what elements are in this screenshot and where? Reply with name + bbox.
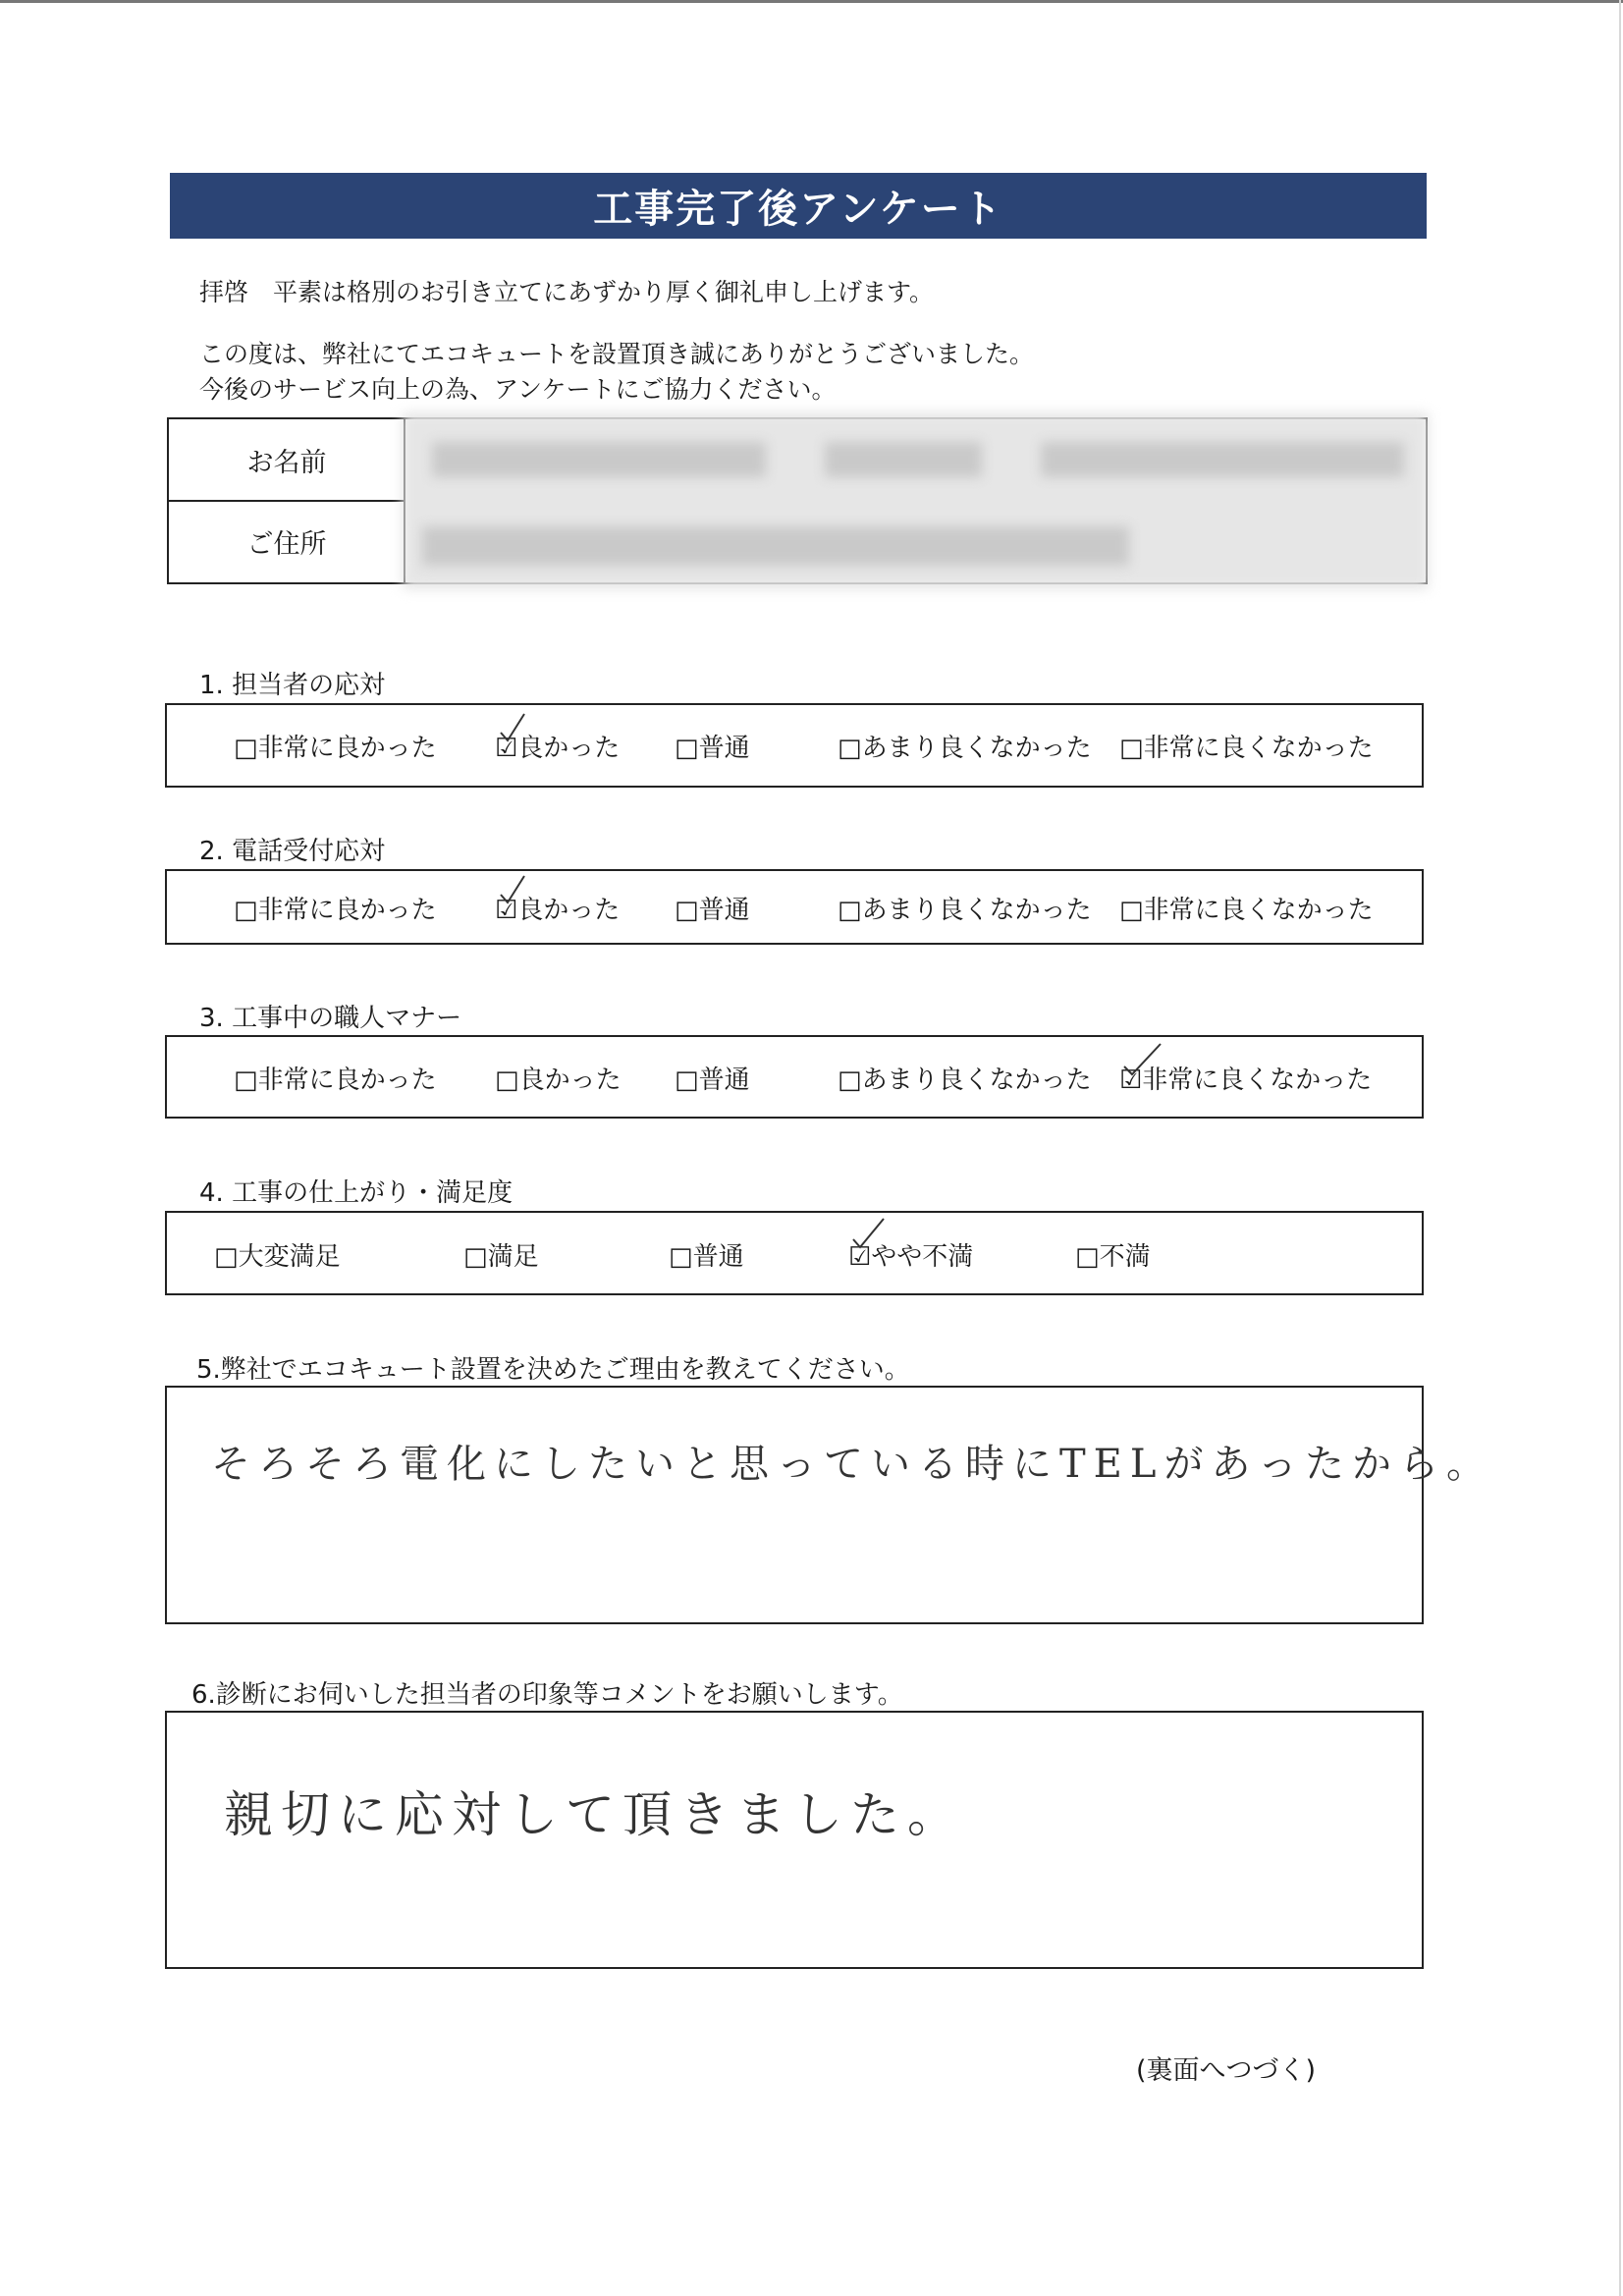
question-6-handwritten-answer: 親切に応対して頂きました。 (224, 1786, 964, 1843)
redacted-phone (1041, 442, 1404, 477)
name-label: お名前 (246, 448, 327, 478)
q1-option-2[interactable]: ☑良かった (495, 734, 621, 763)
q1-check-mark-icon (498, 711, 527, 744)
q4-check-mark-icon (850, 1216, 888, 1253)
q3-option-5[interactable]: ☑非常に良くなかった (1119, 1066, 1373, 1095)
intro-request: 今後のサービス向上の為、アンケートにご協力ください。 (199, 375, 837, 404)
q2-option-2[interactable]: ☑良かった (495, 896, 621, 925)
question-4-title: 4. 工事の仕上がり・満足度 (199, 1178, 514, 1208)
q4-option-1[interactable]: □大変満足 (214, 1242, 341, 1272)
question-2-title: 2. 電話受付応対 (199, 837, 386, 866)
q3-check-mark-icon (1121, 1041, 1163, 1078)
q2-option-4[interactable]: □あまり良くなかった (838, 896, 1092, 925)
q1-option-3[interactable]: □普通 (675, 734, 750, 763)
q2-option-1[interactable]: □非常に良かった (234, 896, 437, 925)
q1-option-5[interactable]: □非常に良くなかった (1119, 734, 1374, 763)
intro-greeting: 拝啓 平素は格別のお引き立てにあずかり厚く御礼申し上げます。 (199, 278, 935, 306)
q4-option-5[interactable]: □不満 (1075, 1242, 1151, 1272)
redacted-address (422, 526, 1129, 566)
question-5-handwritten-answer: そろそろ電化にしたいと思っている時にTELがあったから。 (211, 1442, 1494, 1487)
survey-title-banner: 工事完了後アンケート (170, 173, 1427, 239)
question-3-title: 3. 工事中の職人マナー (199, 1004, 462, 1033)
question-6-title: 6.診断にお伺いした担当者の印象等コメントをお願いします。 (191, 1680, 903, 1710)
question-5-title: 5.弊社でエコキュート設置を決めたご理由を教えてください。 (196, 1355, 910, 1385)
q2-option-5[interactable]: □非常に良くなかった (1119, 896, 1374, 925)
scan-edge-top (0, 0, 1623, 3)
intro-thanks: この度は、弊社にてエコキュートを設置頂き誠にありがとうございました。 (199, 340, 1035, 368)
redacted-name-extra (825, 442, 982, 477)
q3-option-2[interactable]: □良かった (495, 1066, 622, 1095)
q2-check-mark-icon (498, 873, 527, 906)
redacted-name (432, 442, 766, 477)
q2-option-3[interactable]: □普通 (675, 896, 750, 925)
q3-option-3[interactable]: □普通 (675, 1066, 750, 1095)
q4-option-3[interactable]: □普通 (669, 1242, 744, 1272)
q1-option-4[interactable]: □あまり良くなかった (838, 734, 1092, 763)
continued-on-back-note: (裏面へつづく) (1136, 2055, 1317, 2086)
address-label: ご住所 (246, 529, 327, 560)
question-5-answer-box[interactable] (165, 1386, 1424, 1624)
scan-edge-right (1619, 0, 1621, 2296)
q3-option-4[interactable]: □あまり良くなかった (838, 1066, 1092, 1095)
q4-option-2[interactable]: □満足 (463, 1242, 539, 1272)
q3-option-1[interactable]: □非常に良かった (234, 1066, 437, 1095)
q1-option-1[interactable]: □非常に良かった (234, 734, 437, 763)
question-1-title: 1. 担当者の応対 (199, 671, 386, 700)
q4-option-4[interactable]: ☑やや不満 (848, 1242, 974, 1272)
question-4-box (165, 1211, 1424, 1295)
